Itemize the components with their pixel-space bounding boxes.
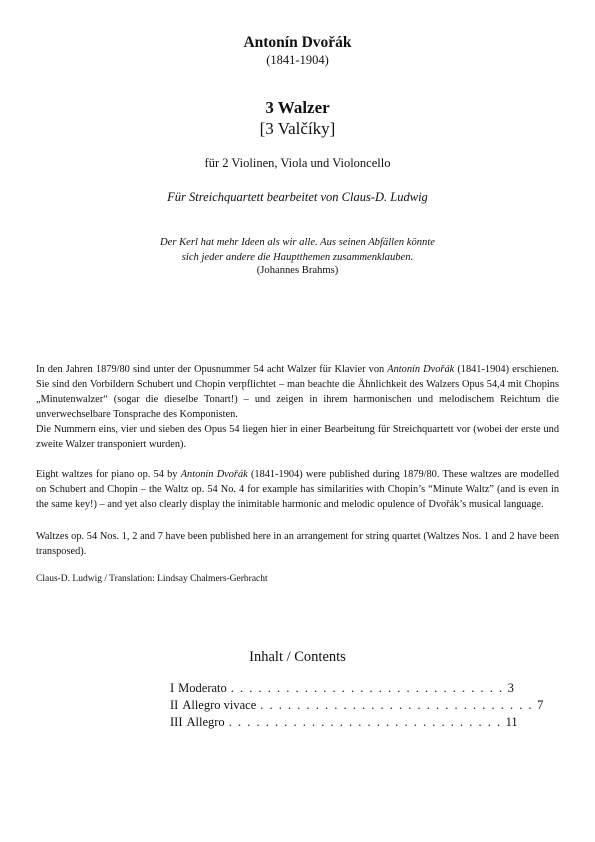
contents-item-number: II xyxy=(170,698,179,712)
quote-line-2: sich jeder andere die Hauptthemen zusammenklauben. xyxy=(181,252,414,263)
preface-en-text-b: (1841-1904) were published during 1879/80. These waltzes are modelled on Schubert and Chopin – the Waltz op. 54 No. 4 for example has similarities with Chopin’s “Minute Waltz” (and is even in the same key!) – and yet also clearly display the inimitable harmonic and melodic opulence of Dvořák’s musical language. xyxy=(36,469,559,510)
contents-item-page: 7 xyxy=(537,698,544,712)
arranger-line: Für Streichquartett bearbeitet von Claus-D. Ludwig xyxy=(167,190,428,204)
preface-de-paragraph-1 xyxy=(36,362,559,422)
contents-item-number: III xyxy=(170,715,183,729)
contents-item xyxy=(170,714,518,731)
contents-list xyxy=(170,680,544,731)
quote-attribution: (Johannes Brahms) xyxy=(256,265,339,276)
contents-item-title: Moderato xyxy=(178,681,227,695)
contents-leader-dots: . . . . . . . . . . . . . . . . . . . . . . . . . . . . . . xyxy=(230,681,504,695)
preface-en-paragraph-1 xyxy=(36,467,559,512)
brahms-quote xyxy=(0,235,595,265)
work-subtitle: [3 Valčíky] xyxy=(259,119,336,138)
contents-item xyxy=(170,680,514,697)
preface-de-paragraph-2: Die Nummern eins, vier und sieben des Opus 54 liegen hier in einer Bearbeitung für Streichquartett vor (wobei der erste und zweite Walzer transponiert wurden). xyxy=(36,424,559,450)
work-title: 3 Walzer xyxy=(265,98,330,117)
quote-line-1: Der Kerl hat mehr Ideen als wir alle. Aus seinen Abfällen könnte xyxy=(159,237,435,248)
contents-item-page: 11 xyxy=(505,715,518,729)
contents-item-title: Allegro xyxy=(186,715,225,729)
instrumentation: für 2 Violinen, Viola und Violoncello xyxy=(204,156,391,170)
contents-leader-dots: . . . . . . . . . . . . . . . . . . . . . . . . . . . . . . xyxy=(228,715,502,729)
contents-item xyxy=(170,697,544,714)
contents-heading: Inhalt / Contents xyxy=(249,649,346,665)
credit-line: Claus-D. Ludwig / Translation: Lindsay Chalmers-Gerbracht xyxy=(36,574,268,584)
contents-item-title: Allegro vivace xyxy=(182,698,257,712)
preface-de-composer: Antonín Dvořák xyxy=(387,364,455,375)
composer-dates: (1841-1904) xyxy=(266,53,329,67)
preface-en-text-a: Eight waltzes for piano op. 54 by xyxy=(36,469,181,480)
composer-name: Antonín Dvořák xyxy=(243,34,352,51)
preface-en-paragraph-2: Waltzes op. 54 Nos. 1, 2 and 7 have been published here in an arrangement for string quartet (Waltzes Nos. 1 and 2 have been transposed). xyxy=(36,531,559,557)
contents-item-page: 3 xyxy=(507,681,514,695)
preface-de-text-a: In den Jahren 1879/80 sind unter der Opusnummer 54 acht Walzer für Klavier von xyxy=(36,364,388,375)
preface-de-text-b: (1841-1904) erschienen. Sie sind den Vorbildern Schubert und Chopin verpflichtet – man beachte die Ähnlichkeit des Walzers Opus 54,4 mit Chopins „Minutenwalzer“ (sogar die dieselbe Tonart!) – und zeigen in ihrem harmonischen und melodischem Reichtum die unverwechselbare Tonsprache des Komponisten. xyxy=(36,364,559,420)
preface-en-composer: Antonín Dvořák xyxy=(180,469,248,480)
contents-leader-dots: . . . . . . . . . . . . . . . . . . . . . . . . . . . . . . xyxy=(260,698,534,712)
contents-item-number: I xyxy=(170,681,175,695)
